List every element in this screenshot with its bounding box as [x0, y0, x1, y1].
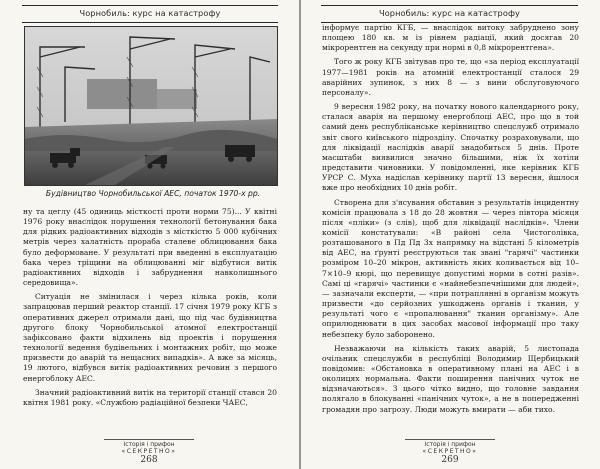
right-paragraph-2: Того ж року КГБ звітував про те, що «за період експлуатації 1977—1981 років на атомній електростанції сталося 29 аварійних зупинок, з них 8 — з вини обслуговуючого персоналу». — [322, 57, 579, 97]
left-paragraph-1: ну та цеглу (45 одиниць місткості проти норми 75)... У квітні 1976 року внаслідок порушення технології бетонування бака для рідких радіоактивних відходів з місткістю 5 000 кубічних метрів через халатність прораба сталеве облицювання бака було деформоване. У результаті при введенні в експлуатацію бака через тріщини на облицюванні міг відбутися витік радіоактивних відходів і забруднення навколишнього середовища». — [23, 207, 277, 288]
right-body-text — [322, 23, 579, 415]
construction-photo — [24, 26, 278, 186]
right-footer — [405, 439, 495, 465]
right-footer-series: Історія і прифон — [405, 439, 495, 448]
right-page — [301, 0, 600, 469]
left-footer-archive: «СЕКРЕТНО» — [121, 448, 177, 455]
right-paragraph-5: Незважаючи на кількість таких аварій, 5 листопада очільник спецслужби в республіці Володимир Щербицький повідомив: «Обстановка в оперативному плані на АЕС і в околицях нормальна. Факти поширення панічних чуток не відзначаються». З цього чітко видно, що головне завдання полягало в блокуванні «панічних чуток», а не в попередженні громадян про загрозу. Люди можуть вмирати — аби тихо. — [322, 343, 579, 414]
left-page — [0, 0, 299, 469]
left-paragraph-3: Значний радіоактивний витік на території станції стався 20 квітня 1981 року. «Службою радіаційної безпеки ЧАЕС, — [23, 387, 277, 407]
left-paragraph-2: Ситуація не змінилася і через кілька років, коли запрацював перший реактор станції. 17 січня 1979 року КГБ з оперативних джерел отримали дані, що під час будівництва другого блоку Чорнобильської атомної електростанції зафіксовано факти відхилень від проектів і порушення технології ведення будівельних і монтажних робіт, що може призвести до аварій та нещасних випадків». А вже за місяць, 19 лютого, відбувся витік радіоактивних речовин з першого енергоблоку АЕС. — [23, 292, 277, 383]
left-footer-series: Історія і прифон — [104, 439, 194, 448]
left-running-head: Чорнобиль: курс на катастрофу — [22, 5, 278, 23]
right-paragraph-1: інформує партію КГБ, — внаслідок витоку забруднено зону площею 180 кв. м із рівнем радіації, який досягав 20 мікрорентген на секунду при нормі в 0,8 мікрорентгена». — [322, 23, 579, 53]
left-footer — [104, 439, 194, 465]
left-body-text — [23, 207, 277, 408]
right-running-head: Чорнобиль: курс на катастрофу — [321, 5, 578, 23]
right-paragraph-3: 9 вересня 1982 року, на початку нового календарного року, сталася аварія на першому енергоблоці АЕС, про що в той самий день республіканське керівництво спецслужб отримало звіт свого київського підрозділу. Спочатку розраховували, що для ліквідації наслідків аварії знадобиться 5 днів. Проте масштаби виявилися значно більшими, ніж їх хотіли представити чиновники. У повідомленні, яке керівник КГБ УРСР С. Муха надіслав керівнику партії 13 вересня, йшлося вже про необхідних 10 днів робіт. — [322, 102, 579, 193]
left-page-number: 268 — [140, 455, 158, 465]
right-footer-archive: «СЕКРЕТНО» — [422, 448, 478, 455]
construction-photo-image — [25, 27, 277, 185]
photo-caption: Будівництво Чорнобильської АЕС, початок 1970-х рр. — [45, 189, 261, 198]
right-page-number: 269 — [441, 455, 459, 465]
right-paragraph-4: Створена для з'ясування обставин з результатів інцидентну комісія працювала з 18 до 28 жовтня — через півтора місяця після «пліки» (з слів), щоб для ліквідації наслідків». Члени комісії констатували: «В районі села Чистоголівка, розташованого в Пд Пд 3х напрямку на відстані 5 кілометрів від АЕС, на ґрунті реєструються так звані "гарячі" частинки розміром 10–20 мікрон, активність яких коливається від 10–7×10–9 кюрі, що перевищує допустимі норми в сотні разів». Самі ці «гарячі» частинки є «найнебезпечнішими для людей», — зазначали експерти, — «при потраплянні в організм можуть призвести «до серйозних ушкоджень органів і тканин, у результаті чого є «пропалювання" тканин організму». Але оприлюднювати в цих засобах масової інформації про таку небезпеку було заборонено. — [322, 197, 579, 339]
